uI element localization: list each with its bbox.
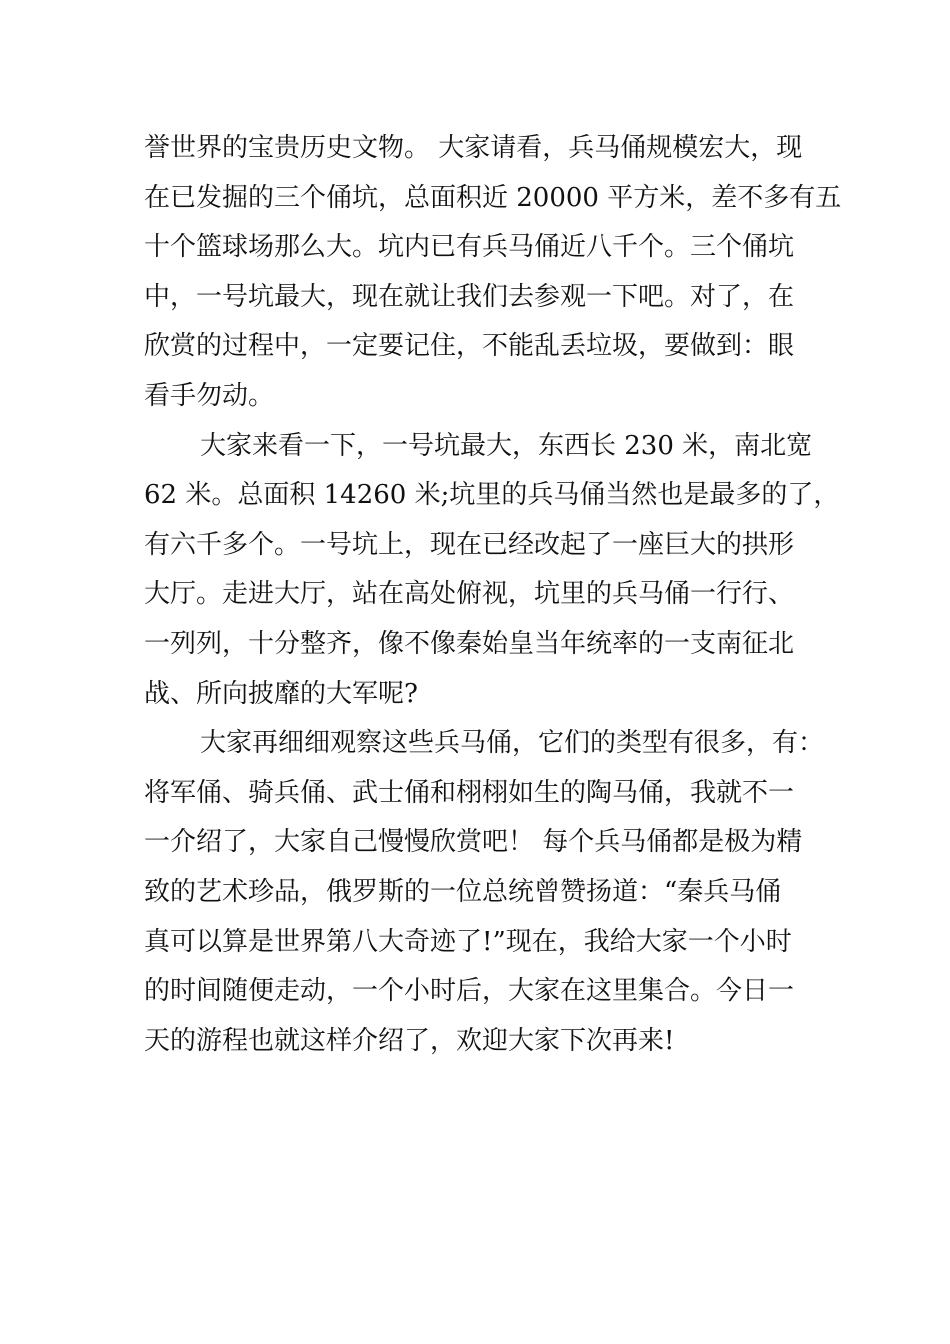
text-line: 在已发掘的三个俑坑，总面积近 20000 平方米，差不多有五: [144, 182, 842, 213]
text-line: 战、所向披靡的大军呢?: [144, 678, 418, 709]
text-line: 看手勿动。: [144, 380, 275, 411]
paragraph-first-line: 大家再细细观察这些兵马俑，它们的类型有很多，有：: [200, 728, 825, 759]
text-line: 天的游程也就这样介绍了，欢迎大家下次再来!: [144, 1025, 675, 1056]
text-line: 誉世界的宝贵历史文物。 大家请看，兵马俑规模宏大，现: [144, 133, 803, 163]
text-line: 欣赏的过程中，一定要记住，不能乱丢垃圾，要做到：眼: [144, 331, 795, 362]
text-line: 有六千多个。一号坑上，现在已经改起了一座巨大的拱形: [144, 529, 795, 560]
text-line: 致的艺术珍品，俄罗斯的一位总统曾赞扬道：“秦兵马俑: [144, 876, 782, 907]
text-line: 的时间随便走动，一个小时后，大家在这里集合。今日一: [144, 976, 795, 1007]
text-line: 一介绍了，大家自己慢慢欣赏吧！ 每个兵马俑都是极为精: [144, 827, 803, 858]
text-line: 将军俑、骑兵俑、武士俑和栩栩如生的陶马俑，我就不一: [144, 777, 795, 808]
text-line: 十个篮球场那么大。坑内已有兵马俑近八千个。三个俑坑: [144, 232, 795, 263]
text-line: 一列列，十分整齐，像不像秦始皇当年统率的一支南征北: [144, 628, 795, 659]
text-line: 中，一号坑最大，现在就让我们去参观一下吧。对了，在: [144, 281, 795, 312]
text-line: 真可以算是世界第八大奇迹了!”现在，我给大家一个小时: [144, 926, 792, 957]
paragraph-first-line: 大家来看一下，一号坑最大，东西长 230 米，南北宽: [200, 430, 813, 461]
document-body: [144, 124, 842, 1066]
text-line: 大厅。走进大厅，站在高处俯视，坑里的兵马俑一行行、: [144, 579, 795, 610]
text-line: 62 米。总面积 14260 米;坑里的兵马俑当然也是最多的了，: [144, 480, 840, 511]
